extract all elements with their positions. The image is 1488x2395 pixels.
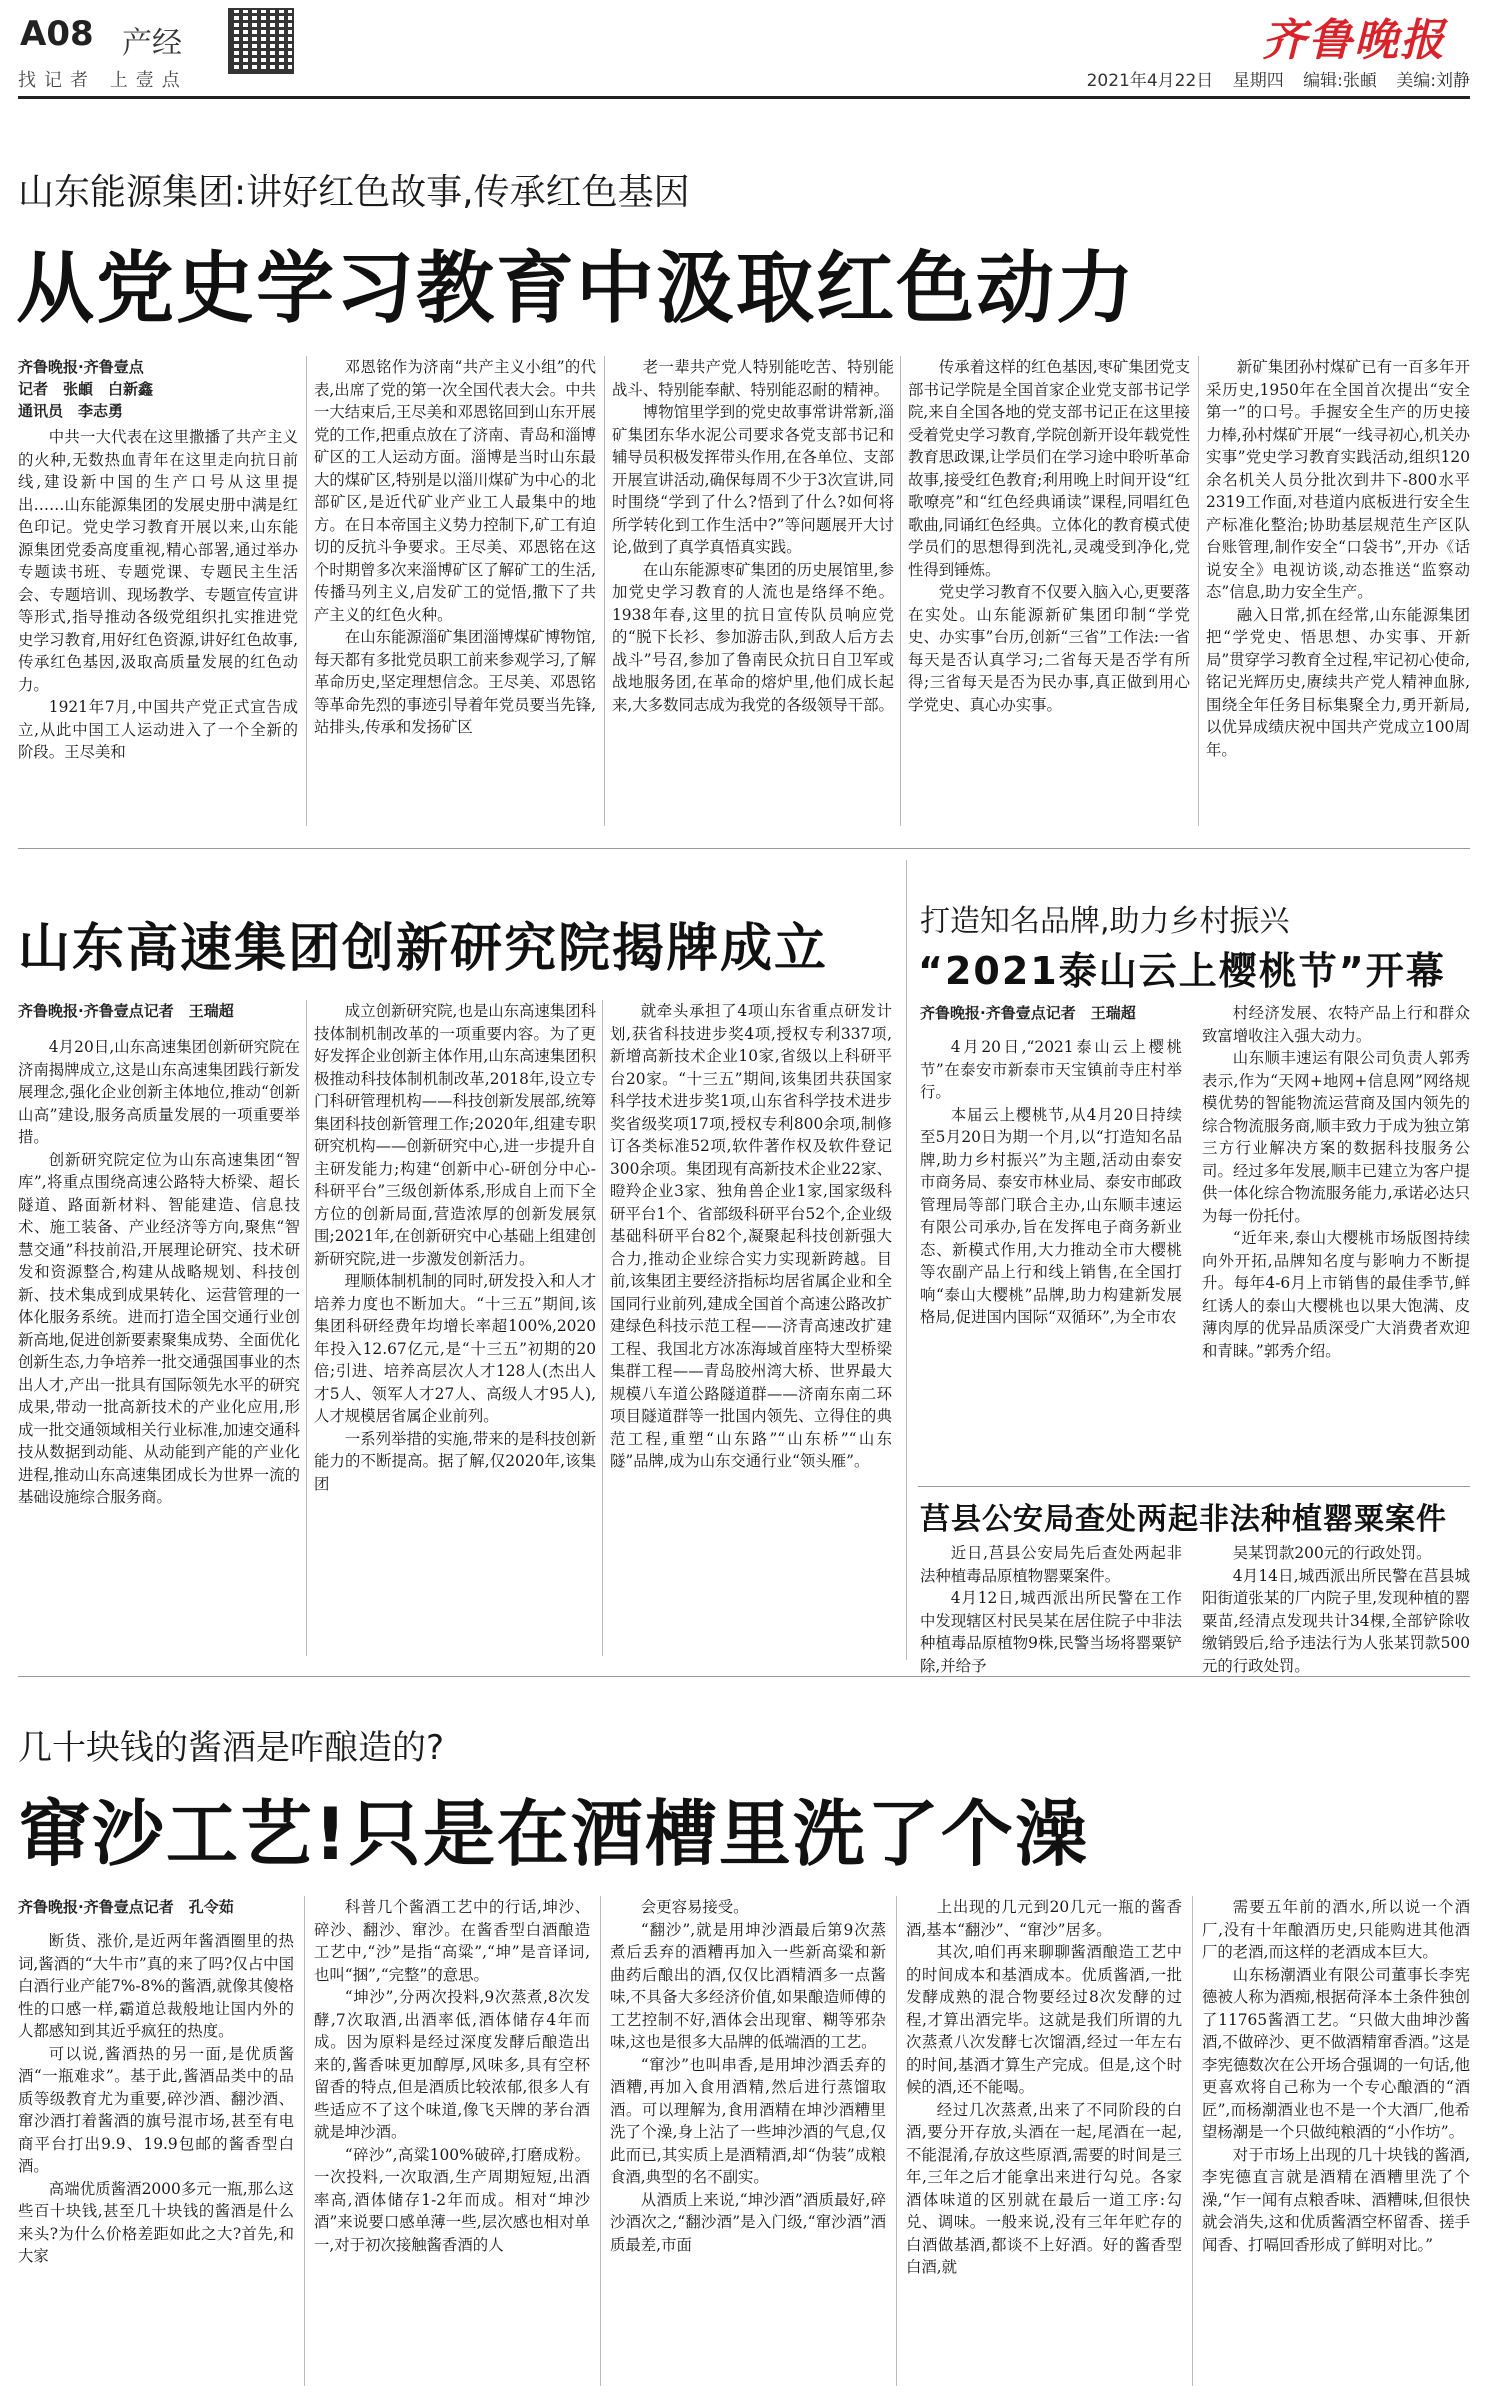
paragraph: 本届云上樱桃节,从4月20日持续至5月20日为期一个月,以“打造知名品牌,助力乡村振兴”为主题,活动由泰安市商务局、泰安市林业局、泰安市邮政管理局等部门联合主办,山东顺丰速运有限公司承办,旨在发挥电子商务新业态、新模式作用,大力推动全市大樱桃等农副产品上行和线上销售,在全国打响“泰山大樱桃”品牌,助力构建新发展格局,促进国内国际“双循环”,为全市农	[920, 1105, 1182, 1326]
paragraph: 成立创新研究院,也是山东高速集团科技体制机制改革的一项重要内容。为了更好发挥企业创新主体作用,山东高速集团积极推动科技体制机制改革,2018年,设立专门科研管理机构——科技创新发展部,统筹集团科技创新管理工作;2020年,组建专职研究机构——创新研究中心,进一步提升自主研发能力;构建“创新中心-研创分中心-科研平台”三级创新体系,形成自上而下全方位的创新局面,营造浓厚的创新发展氛围;2021年,在创新研究中心基础上组建创新研究院,进一步激发创新活力。	[314, 1002, 596, 1268]
paragraph: 其次,咱们再来聊聊酱酒酿造工艺中的时间成本和基酒成本。优质酱酒,一批发酵成熟的混合物要经过8次发酵的过程,才算出酒完毕。这就是我们所谓的九次蒸煮八次发酵七次馏酒,经过一年左右的时间,基酒才算生产完成。但是,这个时候的酒,还不能喝。	[906, 1943, 1182, 2096]
issue-meta	[1073, 66, 1470, 91]
paragraph: 断货、涨价,是近两年酱酒圈里的热词,酱酒的“大牛市”真的来了吗?仅占中国白酒行业产能7%-8%的酱酒,就像其傻格性的口感一样,霸道总裁般地让国内外的人都感知到其近乎疯狂的热度。	[18, 1932, 294, 2040]
paragraph: 邓恩铭作为济南“共产主义小组”的代表,出席了党的第一次全国代表大会。中共一大结束后,王尽美和邓恩铭回到山东开展党的工作,把重点放在了济南、青岛和淄博矿区的工人运动方面。淄博是当时山东最大的煤矿区,特别是以淄川煤矿为中心的北部矿区,是近代矿业产业工人最集中的地方。在日本帝国主义势力控制下,矿工有迫切的反抗斗争要求。王尽美、邓恩铭在这个时期曾多次来淄博矿区了解矿工的生活,传播马列主义,启发矿工的觉悟,撒下了共产主义的红色火种。	[314, 358, 596, 624]
article4-column	[920, 1542, 1182, 1675]
section-name: 产经	[122, 26, 182, 61]
article2-column	[18, 1036, 300, 1656]
paragraph: 博物馆里学到的党史故事常讲常新,淄矿集团东华水泥公司要求各党支部书记和辅导员积极发挥带头作用,在各单位、支部开展宣讲活动,确保每周不少于3次宣讲,同时围绕“学到了什么?悟到了什么?如何将所学转化到工作生活中?”等问题展开大讨论,做到了真学真悟真实践。	[612, 403, 894, 556]
column-divider	[1192, 1896, 1193, 2386]
article1-column	[314, 356, 596, 826]
article1-column	[908, 356, 1190, 826]
paragraph: 老一辈共产党人特别能吃苦、特别能战斗、特别能奉献、特别能忍耐的精神。	[612, 358, 894, 399]
paragraph: 会更容易接受。	[640, 1898, 749, 1916]
paragraph: 近日,莒县公安局先后查处两起非法种植毒品原植物罂粟案件。	[920, 1544, 1182, 1585]
paragraph: 理顺体制机制的同时,研发投入和人才培养力度也不断加大。“十三五”期间,该集团科研经费年均增长率超100%,2020年投入12.67亿元,是“十三五”初期的20倍;引进、培养高层次人才128人(杰出人才5人、领军人才27人、高级人才95人),人才规模居省属企业前列。	[314, 1272, 596, 1425]
article1-column	[18, 426, 298, 826]
article5-column	[610, 1896, 886, 2386]
article5-column	[1202, 1896, 1470, 2386]
paragraph: 高端优质酱酒2000多元一瓶,那么这些百十块钱,甚至几十块钱的酱酒是什么来头?为什么价格差距如此之大?首先,和大家	[18, 2179, 294, 2265]
article2-byline: 齐鲁晚报·齐鲁壹点记者 王瑞超	[18, 1002, 234, 1020]
paragraph: “窜沙”也叫串香,是用坤沙酒丢弃的酒糟,再加入食用酒精,然后进行蒸馏取酒。可以理解为,食用酒精在坤沙酒糟里洗了个澡,身上沾了一些坤沙酒的气息,仅此而已,其实质上是酒精酒,却“伪装”成粮食酒,典型的名不副实。	[610, 2055, 886, 2186]
article5-column	[314, 1896, 590, 2386]
article1-byline-line: 齐鲁晚报·齐鲁壹点	[18, 358, 144, 376]
paragraph: 中共一大代表在这里撒播了共产主义的火种,无数热血青年在这里走向抗日前线,建设新中国的生产口号从这里提出……山东能源集团的发展史册中满是红色印记。党史学习教育开展以来,山东能源集团党委高度重视,精心部署,通过举办专题读书班、专题党课、专题民主生活会、专题培训、现场教学、专题宣传宣讲等形式,指导推动各级党组织扎实推进党史学习教育,用好红色资源,讲好红色故事,传承红色基因,汲取高质量发展的红色动力。	[18, 428, 298, 694]
paragraph: 党史学习教育不仅要入脑入心,更要落在实处。山东能源新矿集团印制“学党史、办实事”台历,创新“三省”工作法:一省每天是否认真学习;二省每天是否学有所得;三省每天是否为民办事,真正做到用心学党史、真心办实事。	[908, 583, 1190, 714]
article3-column	[1202, 1002, 1470, 1476]
paragraph: 上出现的几元到20几元一瓶的酱香酒,基本“翻沙”、“窜沙”居多。	[906, 1898, 1182, 1939]
article3-headline: “2021泰山云上樱桃节”开幕	[918, 949, 1446, 993]
paragraph: 4月20日,山东高速集团创新研究院在济南揭牌成立,这是山东高速集团践行新发展理念,强化企业创新主体地位,推动“创新山高”建设,服务高质量发展的一项重要举措。	[18, 1038, 300, 1146]
column-divider	[602, 1000, 603, 1656]
paragraph: 新矿集团孙村煤矿已有一百多年开采历史,1950年在全国首次提出“安全第一”的口号。手握安全生产的历史接力棒,孙村煤矿开展“一线寻初心,机关办实事”党史学习教育实践活动,组织120余名机关人员分批次到井下-800水平2319工作面,对巷道内底板进行安全生产标准化整治;协助基层规范生产区队台账管理,制作安全“口袋书”,开办《话说安全》电视访谈,动态推送“监察动态”信息,助力安全生产。	[1206, 358, 1470, 601]
article1-kicker: 山东能源集团:讲好红色故事,传承红色基因	[18, 172, 690, 213]
column-divider	[306, 356, 307, 826]
paragraph: 在山东能源淄矿集团淄博煤矿博物馆,每天都有多批党员职工前来参观学习,了解革命历史,坚定理想信念。王尽美、邓恩铭等革命先烈的事迹引导着年党员要当先锋,站排头,传承和发扬矿区	[314, 628, 596, 736]
article5-column	[18, 1930, 294, 2386]
column-divider	[900, 356, 901, 826]
paragraph: “近年来,泰山大樱桃市场版图持续向外开拓,品牌知名度与影响力不断提升。每年4-6月上市销售的最佳季节,鲜红诱人的泰山大樱桃也以果大饱满、皮薄肉厚的优异品质深受广大消费者欢迎和青睐。”郭秀介绍。	[1202, 1229, 1470, 1360]
article1-column	[612, 356, 894, 826]
column-divider	[600, 1896, 601, 2386]
editor-credit: 编辑:张頔	[1303, 71, 1377, 91]
paragraph: 融入日常,抓在经常,山东能源集团把“学党史、悟思想、办实事、开新局”贯穿学习教育全过程,牢记初心使命,铭记光辉历史,赓续共产党人精神血脉,围绕全年任务目标集聚全力,勇开新局,以优异成绩庆祝中国共产党成立100周年。	[1206, 605, 1470, 759]
designer-credit: 美编:刘静	[1396, 71, 1470, 91]
article2-column	[314, 1000, 596, 1656]
masthead-subtitle: 找记者 上壹点	[18, 70, 188, 91]
article3-kicker: 打造知名品牌,助力乡村振兴	[920, 904, 1290, 939]
article5-byline: 齐鲁晚报·齐鲁壹点记者 孔令茹	[18, 1898, 234, 1916]
paragraph: 科普几个酱酒工艺中的行话,坤沙、碎沙、翻沙、窜沙。在酱香型白酒酿造工艺中,“沙”是指“高粱”,“坤”是音译词,也叫“捆”,“完整”的意思。	[314, 1898, 590, 1984]
paragraph: 传承着这样的红色基因,枣矿集团党支部书记学院是全国首家企业党支部书记学院,来自全国各地的党支部书记正在这里接受着党史学习教育,学院创新开设年载党性教育思政课,让学员们在学习途中聆听革命故事,接受红色教育;利用晚上时间开设“红歌嘹亮”和“红色经典诵读”课程,同唱红色歌曲,同诵红色经典。立体化的教育模式使学员们的思想得到洗礼,灵魂受到净化,党性得到锤炼。	[908, 358, 1190, 579]
qr-code-icon[interactable]	[228, 8, 294, 74]
paragraph: 吴某罚款200元的行政处罚。	[1232, 1544, 1432, 1562]
paragraph: 4月12日,城西派出所民警在工作中发现辖区村民吴某在居住院子中非法种植毒品原植物9株,民警当场将罂粟铲除,并给予	[920, 1589, 1182, 1675]
article5-headline: 窜沙工艺!只是在酒槽里洗了个澡	[18, 1792, 1089, 1876]
article4-column	[1202, 1542, 1470, 1675]
paragraph: “翻沙”,就是用坤沙酒最后第9次蒸煮后丢弃的酒糟再加入一些新高粱和新曲药后酿出的酒,仅仅比酒精酒多一点酱味,不具备大多经济价值,如果酿造师傅的工艺控制不好,酒体会出现窜、糊等邪杂味,这也是很多大品牌的低端酒的工艺。	[610, 1920, 886, 2051]
issue-weekday: 星期四	[1232, 71, 1284, 91]
article1-column	[1206, 356, 1470, 826]
paragraph: 创新研究院定位为山东高速集团“智库”,将重点围绕高速公路特大桥梁、超长隧道、路面新材料、智能建造、信息技术、施工装备、产业经济等方向,聚焦“智慧交通”科技前沿,开展理论研究、技术研发和资源整合,构建从战略规划、科技创新、技术集成到成果转化、运营管理的一体化服务系统。进而打造全国交通行业创新高地,促进创新要素聚集成势、全面优化创新生态,力争培养一批交通强国事业的杰出人才,产出一批具有国际领先水平的研究成果,带动一批高新技术的产业化应用,形成一批交通领域相关行业标准,加速交通科技从数据到动能、从动能到产能的产业化进程,推动山东高速集团成长为世界一流的基础设施综合服务商。	[18, 1150, 300, 1506]
column-divider	[896, 1896, 897, 2386]
article-divider	[918, 1486, 1470, 1487]
column-divider	[906, 860, 907, 1660]
paragraph: “坤沙”,分两次投料,9次蒸煮,8次发酵,7次取酒,出酒率低,酒体储存4年而成。因为原料是经过深度发酵后酿造出来的,酱香味更加醇厚,风味多,具有空杯留香的特点,但是酒质比较浓郁,很多人有些适应不了这个味道,像飞天牌的茅台酒就是坤沙酒。	[314, 1988, 590, 2141]
column-divider	[304, 1896, 305, 2386]
section-divider	[18, 848, 1470, 849]
article2-headline: 山东高速集团创新研究院揭牌成立	[18, 919, 829, 979]
paragraph: 1921年7月,中国共产党正式宣告成立,从此中国工人运动进入了一个全新的阶段。王尽美和	[18, 698, 298, 761]
article5-column	[906, 1896, 1182, 2386]
paragraph: 可以说,酱酒热的另一面,是优质酱酒“一瓶难求”。基于此,酱酒品类中的品质等级教育尤为重要,碎沙酒、翻沙酒、窜沙酒打着酱酒的旗号混市场,甚至有电商平台打出9.9、19.9包邮的酱香型白酒。	[18, 2044, 294, 2175]
article2-column	[610, 1000, 892, 1656]
paragraph: “碎沙”,高粱100%破碎,打磨成粉。一次投料,一次取酒,生产周期短短,出酒率高,酒体储存1-2年而成。相对“坤沙酒”来说要口感单薄一些,层次感也相对单一,对于初次接触酱香酒的人	[314, 2145, 590, 2254]
article1-byline-line: 通讯员 李志勇	[18, 402, 124, 420]
article1-byline-line: 记者 张頔 白新鑫	[18, 380, 154, 398]
section-divider	[18, 1676, 1470, 1677]
column-divider	[306, 1000, 307, 1656]
issue-date: 2021年4月22日	[1086, 71, 1214, 91]
article1-byline	[18, 356, 298, 422]
paragraph: 4月14日,城西派出所民警在莒县城阳街道张某的厂内院子里,发现种植的罂粟苗,经清点发现共计34棵,全部铲除收缴销毁后,给予违法行为人张某罚款500元的行政处罚。	[1202, 1566, 1470, 1675]
paragraph: 山东顺丰速运有限公司负责人郭秀表示,作为“天网+地网+信息网”网络规模优势的智能物流运营商及国内领先的综合物流服务商,顺丰致力于成为独立第三方行业解决方案的数据科技服务公司。经过多年发展,顺丰已建立为客户提供一体化综合物流服务能力,承诺必达只为每一份托付。	[1202, 1049, 1470, 1225]
paragraph: 经过几次蒸煮,出来了不同阶段的白酒,要分开存放,头酒在一起,尾酒在一起,不能混淆,存放这些原酒,需要的时间是三年,三年之后才能拿出来进行勾兑。各家酒体味道的区别就在最后一道工序:勾兑、调味。一般来说,没有三年年贮存的白酒做基酒,都谈不上好酒。好的酱香型白酒,就	[906, 2100, 1182, 2276]
article3-column	[920, 1036, 1182, 1476]
paragraph: 山东杨潮酒业有限公司董事长李宪德被人称为酒痴,根据荷泽本土条件独创了11765酱酒工艺。“只做大曲坤沙酱酒,不做碎沙、更不做酒精窜香酒。”这是李宪德数次在公开场合强调的一句话,他更喜欢将自己称为一个专心酿酒的“酒匠”,而杨潮酒业也不是一个大酒厂,他希望杨潮是一个只做纯粮酒的“小作坊”。	[1202, 1965, 1470, 2141]
article4-headline: 莒县公安局查处两起非法种植罂粟案件	[920, 1502, 1447, 1537]
column-divider	[604, 356, 605, 826]
paragraph: 从酒质上来说,“坤沙酒”酒质最好,碎沙酒次之,“翻沙酒”是入门级,“窜沙酒”酒质最差,市面	[610, 2190, 886, 2254]
paragraph: 4月20日,“2021泰山云上樱桃节”在泰安市新泰市天宝镇前寺庄村举行。	[920, 1038, 1182, 1101]
article3-byline: 齐鲁晚报·齐鲁壹点记者 王瑞超	[920, 1004, 1136, 1022]
paragraph: 一系列举措的实施,带来的是科技创新能力的不断提高。据了解,仅2020年,该集团	[314, 1429, 596, 1493]
column-divider	[1198, 356, 1199, 826]
newspaper-logo: 齐鲁晚报	[1262, 15, 1446, 66]
masthead-rule	[18, 96, 1470, 99]
page-number: A08	[20, 14, 94, 54]
paragraph: 在山东能源枣矿集团的历史展馆里,参加党史学习教育的人流也是络绎不绝。1938年春,这里的抗日宣传队员响应党的“脱下长衫、参加游击队,到敌人后方去战斗”号召,参加了鲁南民众抗日自卫军或战地服务团,在革命的熔炉里,他们成长起来,大多数同志成为我党的各级领导干部。	[612, 560, 894, 714]
paragraph: 需要五年前的酒水,所以说一个酒厂,没有十年酿酒历史,只能购进其他酒厂的老酒,而这样的老酒成本巨大。	[1202, 1898, 1470, 1961]
paragraph: 村经济发展、农特产品上行和群众致富增收注入强大动力。	[1202, 1004, 1470, 1045]
article5-kicker: 几十块钱的酱酒是咋酿造的?	[18, 1728, 445, 1768]
paragraph: 就牵头承担了4项山东省重点研发计划,获省科技进步奖4项,授权专利337项,新增高新技术企业10家,省级以上科研平台20家。“十三五”期间,该集团共获国家科学技术进步奖1项,山东省科学技术进步奖省级奖项17项,授权专利800余项,制修订各类标准52项,软件著作权及软件登记300余项。集团现有高新技术企业22家、瞪羚企业3家、独角兽企业1家,国家级科研平台1个、省部级科研平台52个,企业级基础科研平台82个,凝聚起科技创新强大合力,推动企业综合实力实现新跨越。目前,该集团主要经济指标均居省属企业和全国同行业前列,建成全国首个高速公路改扩建绿色科技示范工程——济青高速改扩建工程、我国北方冰冻海域首座特大型桥梁集群工程——青岛胶州湾大桥、世界最大规模八车道公路隧道群——济南东南二环项目隧道群等一批国内领先、立得住的典范工程,重塑“山东路”“山东桥”“山东隧”品牌,成为山东交通行业“领头雁”。	[610, 1002, 892, 1470]
article1-headline: 从党史学习教育中汲取红色动力	[16, 244, 1137, 334]
paragraph: 对于市场上出现的几十块钱的酱酒,李宪德直言就是酒精在酒糟里洗了个澡,“乍一闻有点粮香味、酒糟味,但很快就会消失,这和优质酱酒空杯留香、搓手闻香、打嗝回香形成了鲜明对比。”	[1202, 2145, 1470, 2254]
